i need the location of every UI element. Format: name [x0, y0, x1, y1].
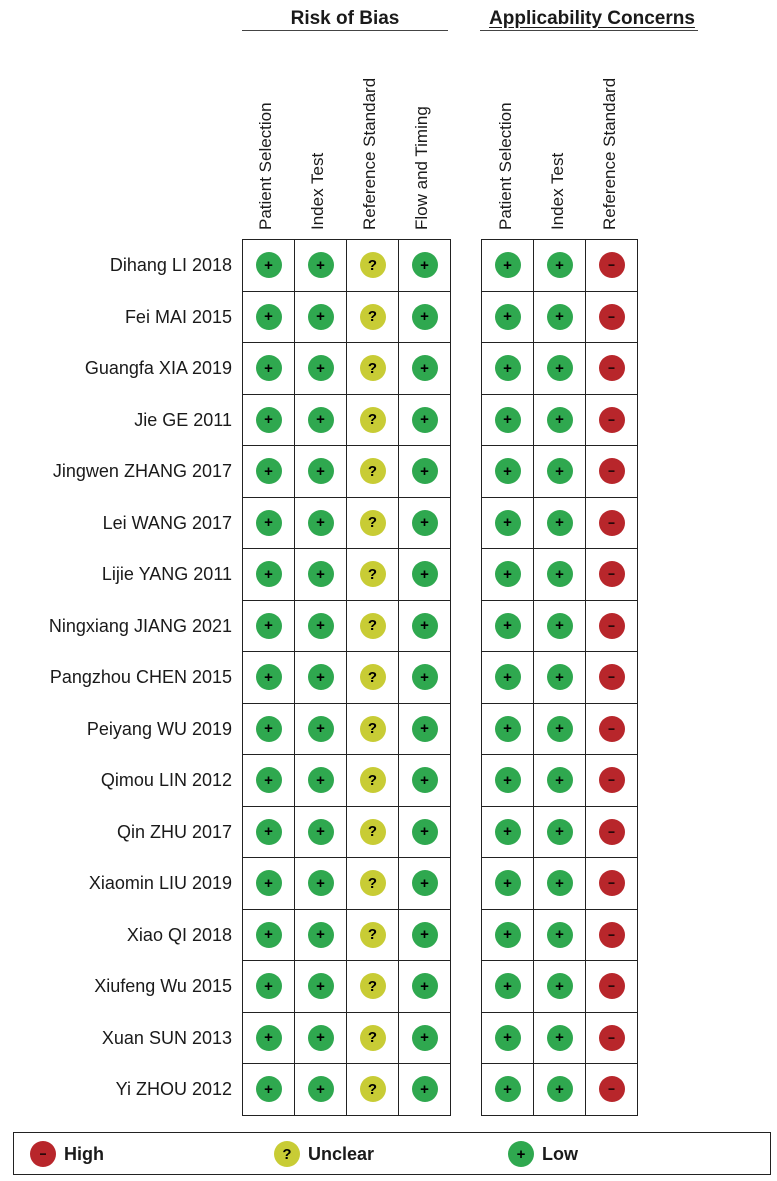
high-risk-icon: −	[599, 819, 625, 845]
low-risk-icon: +	[495, 1076, 521, 1102]
low-risk-icon: +	[547, 407, 573, 433]
risk-of-bias-cell	[294, 239, 347, 292]
legend-item-low	[508, 1141, 578, 1167]
col-header-rob-index-test: Index Test	[308, 152, 327, 230]
study-label: Xiao QI 2018	[126, 924, 232, 945]
risk-of-bias-cell	[242, 497, 295, 550]
legend	[13, 1132, 771, 1175]
risk-of-bias-title: Risk of Bias	[290, 8, 400, 29]
low-risk-icon: +	[256, 819, 282, 845]
study-label: Pangzhou CHEN 2015	[49, 667, 232, 687]
low-risk-icon: +	[256, 613, 282, 639]
unclear-risk-icon: ?	[360, 716, 386, 742]
applicability-cell	[481, 342, 534, 395]
risk-of-bias-cell	[346, 394, 399, 447]
low-risk-icon: +	[308, 973, 334, 999]
low-risk-icon: +	[495, 407, 521, 433]
risk-of-bias-cell	[346, 497, 399, 550]
risk-of-bias-cell	[294, 548, 347, 601]
risk-of-bias-cell	[346, 291, 399, 344]
study-label: Qimou LIN 2012	[100, 770, 232, 790]
high-risk-icon: −	[599, 510, 625, 536]
risk-of-bias-cell	[398, 909, 451, 962]
low-risk-icon: +	[308, 819, 334, 845]
risk-of-bias-cell	[398, 806, 451, 859]
low-risk-icon: +	[495, 664, 521, 690]
applicability-cell	[481, 1063, 534, 1116]
risk-of-bias-cell	[242, 342, 295, 395]
low-risk-icon: +	[495, 870, 521, 896]
applicability-cell	[481, 651, 534, 704]
low-risk-icon: +	[495, 355, 521, 381]
risk-of-bias-cell	[346, 600, 399, 653]
low-risk-icon: +	[412, 819, 438, 845]
unclear-risk-icon: ?	[360, 510, 386, 536]
col-header-rob-reference-standard: Reference Standard	[360, 77, 379, 230]
risk-of-bias-cell	[346, 806, 399, 859]
applicability-cell	[481, 291, 534, 344]
low-risk-icon: +	[547, 252, 573, 278]
study-label: Jingwen ZHANG 2017	[52, 461, 232, 481]
low-risk-icon: +	[412, 664, 438, 690]
applicability-cell	[481, 909, 534, 962]
high-risk-icon: −	[599, 870, 625, 896]
unclear-risk-icon: ?	[360, 870, 386, 896]
study-label: Lei WANG 2017	[102, 512, 232, 533]
low-risk-icon: +	[256, 304, 282, 330]
risk-of-bias-cell	[294, 1012, 347, 1065]
low-risk-icon: +	[256, 1025, 282, 1051]
low-risk-icon: +	[256, 973, 282, 999]
unclear-risk-icon: ?	[360, 922, 386, 948]
col-header-app-reference-standard: Reference Standard	[600, 77, 619, 230]
risk-of-bias-cell	[294, 497, 347, 550]
risk-of-bias-cell	[242, 909, 295, 962]
risk-of-bias-cell	[294, 909, 347, 962]
applicability-cell	[585, 806, 638, 859]
low-risk-icon: +	[256, 664, 282, 690]
high-risk-icon: −	[599, 716, 625, 742]
low-risk-icon: +	[547, 355, 573, 381]
low-risk-icon: +	[308, 355, 334, 381]
study-label: Yi ZHOU 2012	[115, 1079, 232, 1099]
low-risk-icon: +	[547, 458, 573, 484]
low-risk-icon: +	[508, 1141, 534, 1167]
low-risk-icon: +	[412, 1025, 438, 1051]
unclear-risk-icon: ?	[360, 407, 386, 433]
risk-of-bias-cell	[294, 445, 347, 498]
applicability-cell	[481, 1012, 534, 1065]
high-risk-icon: −	[599, 304, 625, 330]
high-risk-icon: −	[599, 664, 625, 690]
high-risk-icon: −	[599, 973, 625, 999]
applicability-cell	[481, 445, 534, 498]
risk-of-bias-cell	[294, 1063, 347, 1116]
applicability-cell	[533, 548, 586, 601]
applicability-cell	[533, 857, 586, 910]
study-label: Ningxiang JIANG 2021	[48, 615, 232, 636]
risk-of-bias-cell	[398, 1063, 451, 1116]
applicability-cell	[481, 754, 534, 807]
risk-of-bias-cell	[398, 651, 451, 704]
unclear-risk-icon: ?	[360, 1025, 386, 1051]
low-risk-icon: +	[256, 767, 282, 793]
high-risk-icon: −	[599, 767, 625, 793]
unclear-risk-icon: ?	[360, 561, 386, 587]
applicability-cell	[585, 342, 638, 395]
risk-of-bias-cell	[242, 754, 295, 807]
low-risk-icon: +	[495, 922, 521, 948]
low-risk-icon: +	[412, 304, 438, 330]
risk-of-bias-cell	[398, 703, 451, 756]
risk-of-bias-cell	[398, 445, 451, 498]
low-risk-icon: +	[308, 613, 334, 639]
study-label: Fei MAI 2015	[124, 306, 232, 327]
applicability-cell	[481, 497, 534, 550]
applicability-cell	[585, 445, 638, 498]
low-risk-icon: +	[412, 767, 438, 793]
risk-of-bias-cell	[242, 651, 295, 704]
low-risk-icon: +	[547, 819, 573, 845]
risk-of-bias-cell	[346, 445, 399, 498]
low-risk-icon: +	[308, 716, 334, 742]
risk-of-bias-cell	[346, 548, 399, 601]
low-risk-icon: +	[412, 458, 438, 484]
risk-of-bias-cell	[346, 754, 399, 807]
applicability-cell	[481, 394, 534, 447]
high-risk-icon: −	[599, 252, 625, 278]
study-label: Dihang LI 2018	[109, 255, 232, 275]
low-risk-icon: +	[308, 1025, 334, 1051]
low-risk-icon: +	[308, 767, 334, 793]
applicability-cell	[585, 857, 638, 910]
low-risk-icon: +	[256, 922, 282, 948]
applicability-cell	[533, 960, 586, 1013]
low-risk-icon: +	[412, 510, 438, 536]
high-risk-icon: −	[599, 458, 625, 484]
low-risk-icon: +	[256, 510, 282, 536]
risk-of-bias-cell	[346, 342, 399, 395]
study-label: Jie GE 2011	[134, 409, 232, 430]
low-risk-icon: +	[495, 973, 521, 999]
risk-of-bias-cell	[242, 291, 295, 344]
legend-label-low: Low	[542, 1143, 578, 1164]
low-risk-icon: +	[495, 252, 521, 278]
risk-of-bias-cell	[398, 342, 451, 395]
low-risk-icon: +	[547, 561, 573, 587]
low-risk-icon: +	[256, 458, 282, 484]
applicability-cell	[533, 497, 586, 550]
applicability-cell	[481, 600, 534, 653]
low-risk-icon: +	[412, 973, 438, 999]
low-risk-icon: +	[547, 510, 573, 536]
risk-of-bias-cell	[398, 600, 451, 653]
high-risk-icon: −	[599, 1025, 625, 1051]
low-risk-icon: +	[547, 1025, 573, 1051]
low-risk-icon: +	[547, 870, 573, 896]
low-risk-icon: +	[412, 1076, 438, 1102]
low-risk-icon: +	[547, 664, 573, 690]
unclear-risk-icon: ?	[360, 1076, 386, 1102]
risk-of-bias-cell	[294, 342, 347, 395]
low-risk-icon: +	[412, 922, 438, 948]
applicability-cell	[533, 342, 586, 395]
low-risk-icon: +	[412, 252, 438, 278]
risk-of-bias-cell	[294, 600, 347, 653]
applicability-cell	[533, 754, 586, 807]
risk-of-bias-cell	[294, 960, 347, 1013]
applicability-cell	[585, 960, 638, 1013]
risk-of-bias-cell	[398, 239, 451, 292]
risk-of-bias-cell	[398, 548, 451, 601]
risk-of-bias-cell	[294, 754, 347, 807]
risk-of-bias-cell	[294, 806, 347, 859]
low-risk-icon: +	[547, 1076, 573, 1102]
low-risk-icon: +	[495, 458, 521, 484]
risk-of-bias-cell	[398, 1012, 451, 1065]
high-risk-icon: −	[599, 407, 625, 433]
low-risk-icon: +	[256, 355, 282, 381]
study-label: Guangfa XIA 2019	[84, 358, 232, 378]
unclear-risk-icon: ?	[360, 613, 386, 639]
applicability-cell	[481, 548, 534, 601]
high-risk-icon: −	[599, 1076, 625, 1102]
risk-of-bias-cell	[398, 291, 451, 344]
applicability-cell	[585, 239, 638, 292]
low-risk-icon: +	[256, 252, 282, 278]
applicability-cell	[533, 651, 586, 704]
applicability-cell	[533, 239, 586, 292]
low-risk-icon: +	[495, 561, 521, 587]
risk-of-bias-rule	[242, 30, 448, 31]
applicability-cell	[533, 600, 586, 653]
applicability-cell	[585, 703, 638, 756]
low-risk-icon: +	[495, 1025, 521, 1051]
applicability-concerns-rule	[480, 30, 698, 31]
applicability-cell	[585, 909, 638, 962]
unclear-risk-icon: ?	[360, 973, 386, 999]
legend-label-unclear: Unclear	[308, 1143, 375, 1164]
applicability-cell	[585, 1063, 638, 1116]
applicability-cell	[533, 806, 586, 859]
applicability-concerns-title: Applicability Concerns	[489, 8, 695, 29]
unclear-risk-icon: ?	[360, 304, 386, 330]
study-label: Xiufeng Wu 2015	[94, 976, 232, 996]
applicability-cell	[481, 703, 534, 756]
low-risk-icon: +	[308, 510, 334, 536]
low-risk-icon: +	[308, 304, 334, 330]
low-risk-icon: +	[547, 922, 573, 948]
applicability-cell	[533, 291, 586, 344]
applicability-cell	[585, 497, 638, 550]
applicability-cell	[585, 548, 638, 601]
study-label: Xiaomin LIU 2019	[88, 873, 232, 893]
risk-of-bias-cell	[346, 239, 399, 292]
low-risk-icon: +	[495, 304, 521, 330]
risk-of-bias-cell	[346, 1063, 399, 1116]
unclear-risk-icon: ?	[360, 664, 386, 690]
risk-of-bias-cell	[294, 291, 347, 344]
high-risk-icon: −	[30, 1141, 56, 1167]
high-risk-icon: −	[599, 613, 625, 639]
col-header-rob-patient-selection: Patient Selection	[256, 102, 275, 230]
risk-of-bias-cell	[398, 497, 451, 550]
low-risk-icon: +	[495, 767, 521, 793]
low-risk-icon: +	[412, 870, 438, 896]
low-risk-icon: +	[308, 1076, 334, 1102]
applicability-cell	[481, 857, 534, 910]
risk-of-bias-cell	[398, 394, 451, 447]
low-risk-icon: +	[256, 716, 282, 742]
applicability-cell	[481, 239, 534, 292]
study-label: Peiyang WU 2019	[86, 718, 232, 739]
unclear-risk-icon: ?	[274, 1141, 300, 1167]
risk-of-bias-cell	[242, 857, 295, 910]
applicability-cell	[533, 394, 586, 447]
legend-label-high: High	[64, 1143, 104, 1164]
unclear-risk-icon: ?	[360, 355, 386, 381]
applicability-cell	[585, 600, 638, 653]
risk-of-bias-cell	[346, 909, 399, 962]
risk-of-bias-cell	[346, 651, 399, 704]
risk-of-bias-cell	[294, 857, 347, 910]
low-risk-icon: +	[547, 716, 573, 742]
low-risk-icon: +	[547, 304, 573, 330]
applicability-cell	[533, 703, 586, 756]
high-risk-icon: −	[599, 922, 625, 948]
low-risk-icon: +	[256, 561, 282, 587]
applicability-cell	[585, 651, 638, 704]
applicability-cell	[533, 445, 586, 498]
low-risk-icon: +	[308, 922, 334, 948]
low-risk-icon: +	[256, 870, 282, 896]
risk-of-bias-cell	[242, 960, 295, 1013]
applicability-cell	[585, 1012, 638, 1065]
risk-of-bias-cell	[242, 1063, 295, 1116]
col-header-app-index-test: Index Test	[548, 152, 567, 230]
legend-item-unclear	[274, 1141, 374, 1167]
applicability-cell	[533, 909, 586, 962]
applicability-cell	[585, 291, 638, 344]
risk-of-bias-cell	[346, 960, 399, 1013]
low-risk-icon: +	[547, 613, 573, 639]
risk-of-bias-cell	[242, 806, 295, 859]
applicability-cell	[585, 754, 638, 807]
low-risk-icon: +	[547, 767, 573, 793]
col-header-app-patient-selection: Patient Selection	[496, 102, 515, 230]
study-label: Xuan SUN 2013	[101, 1027, 232, 1048]
risk-of-bias-cell	[294, 703, 347, 756]
low-risk-icon: +	[308, 561, 334, 587]
low-risk-icon: +	[547, 973, 573, 999]
risk-of-bias-cell	[346, 703, 399, 756]
low-risk-icon: +	[256, 1076, 282, 1102]
risk-of-bias-cell	[294, 651, 347, 704]
low-risk-icon: +	[495, 819, 521, 845]
risk-of-bias-cell	[242, 1012, 295, 1065]
risk-of-bias-cell	[346, 857, 399, 910]
low-risk-icon: +	[412, 613, 438, 639]
risk-of-bias-cell	[242, 703, 295, 756]
risk-of-bias-cell	[242, 394, 295, 447]
risk-of-bias-cell	[294, 394, 347, 447]
unclear-risk-icon: ?	[360, 767, 386, 793]
applicability-cell	[585, 394, 638, 447]
low-risk-icon: +	[412, 716, 438, 742]
legend-item-high	[30, 1141, 104, 1167]
applicability-cell	[481, 960, 534, 1013]
risk-of-bias-cell	[242, 445, 295, 498]
applicability-cell	[481, 806, 534, 859]
unclear-risk-icon: ?	[360, 458, 386, 484]
col-header-rob-flow-and-timing: Flow and Timing	[412, 106, 431, 230]
risk-of-bias-cell	[398, 857, 451, 910]
study-label: Qin ZHU 2017	[116, 821, 232, 842]
applicability-cell	[533, 1012, 586, 1065]
low-risk-icon: +	[412, 355, 438, 381]
unclear-risk-icon: ?	[360, 252, 386, 278]
risk-of-bias-cell	[242, 239, 295, 292]
low-risk-icon: +	[495, 510, 521, 536]
low-risk-icon: +	[412, 407, 438, 433]
risk-of-bias-cell	[242, 548, 295, 601]
low-risk-icon: +	[308, 664, 334, 690]
study-label: Lijie YANG 2011	[101, 564, 232, 584]
applicability-cell	[533, 1063, 586, 1116]
risk-of-bias-cell	[242, 600, 295, 653]
low-risk-icon: +	[495, 716, 521, 742]
high-risk-icon: −	[599, 561, 625, 587]
high-risk-icon: −	[599, 355, 625, 381]
risk-of-bias-cell	[398, 754, 451, 807]
risk-of-bias-cell	[346, 1012, 399, 1065]
low-risk-icon: +	[308, 252, 334, 278]
low-risk-icon: +	[256, 407, 282, 433]
low-risk-icon: +	[495, 613, 521, 639]
low-risk-icon: +	[412, 561, 438, 587]
low-risk-icon: +	[308, 870, 334, 896]
low-risk-icon: +	[308, 458, 334, 484]
low-risk-icon: +	[308, 407, 334, 433]
risk-of-bias-cell	[398, 960, 451, 1013]
unclear-risk-icon: ?	[360, 819, 386, 845]
